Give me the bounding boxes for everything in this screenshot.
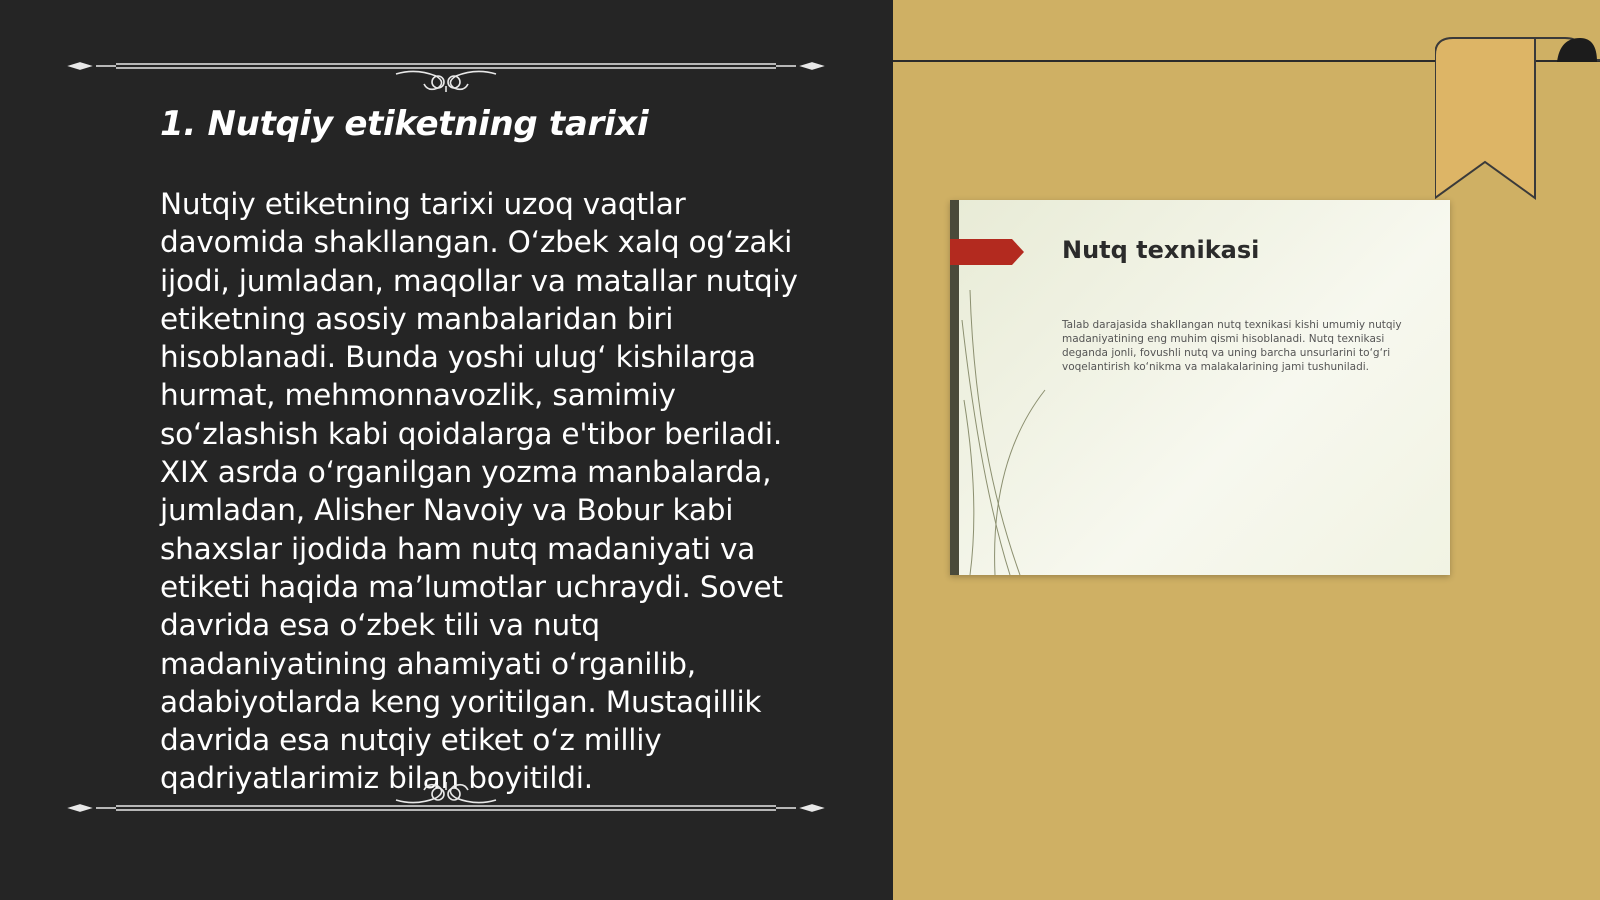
thumbnail-title: Nutq texnikasi	[1062, 236, 1260, 264]
bottom-ornament-divider	[66, 782, 826, 832]
slide-body-text: Nutqiy etiketning tarixi uzoq vaqtlar davomida shakllangan. O‘zbek xalq og‘zaki ijodi, jumladan, maqollar va matallar nutqiy etiketning asosiy manbalaridan biri hisoblanadi. Bunda yoshi ulug‘ kishilarga hurmat, mehmonnavozlik, samimiy so‘zlashish kabi qoidalarga e'tibor beriladi. XIX asrda o‘rganilgan yozma manbalarda, jumladan, Alisher Navoiy va Bobur kabi shaxslar ijodida ham nutq madaniyati va etiketi haqida ma’lumotlar uchraydi. Sovet davrida esa o‘zbek tili va nutq madaniyatining ahamiyati o‘rganilib, adabiyotlarda keng yoritilgan. Mustaqillik davrida esa nutqiy etiket o‘z milliy qadriyatlarimiz bilan boyitildi.	[160, 187, 798, 796]
top-ornament-divider	[66, 42, 826, 92]
arrow-flag-icon	[950, 235, 1026, 269]
thumbnail-text: Talab darajasida shakllangan nutq texnikasi kishi umumiy nutqiy madaniyatining eng muhim qismi hisoblanadi. Nutq texnikasi deganda jonli, fovushli nutq va uning barcha unsurlarini to‘g‘ri voqelantirish ko‘nikma va malakalarining jami tushuniladi.	[1062, 319, 1402, 373]
slide-title: 1. Nutqiy etiketning tarixi	[160, 104, 649, 144]
ribbon-bookmark-icon	[1435, 30, 1600, 205]
slide-thumbnail	[950, 200, 1450, 575]
